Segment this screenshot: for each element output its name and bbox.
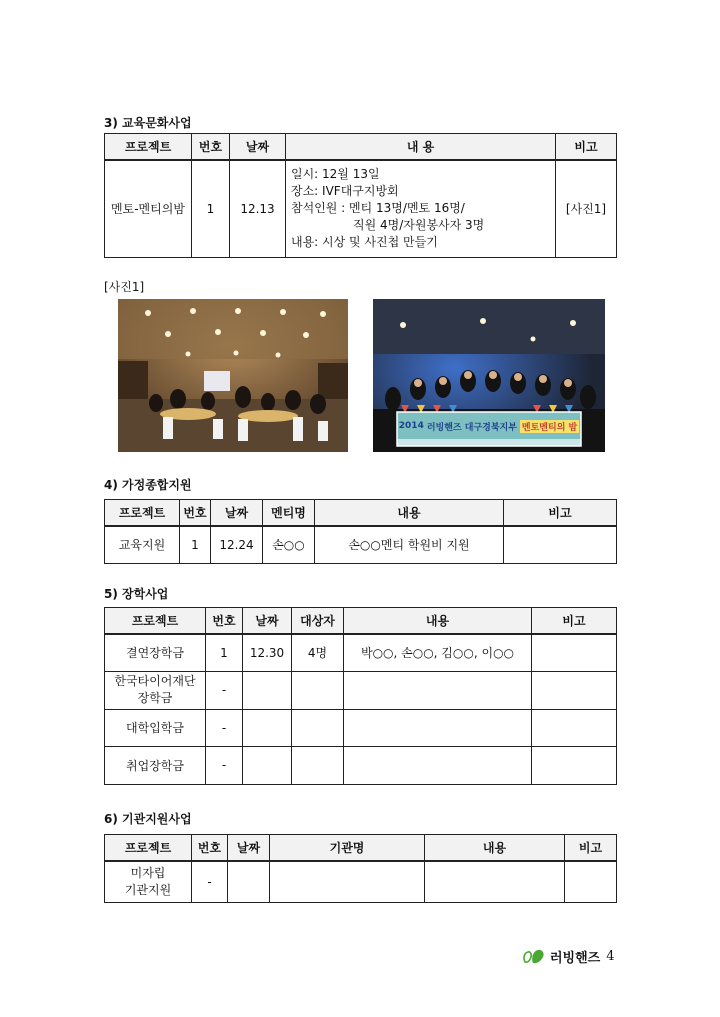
section-title-education: 3) 교육문화사업 [104, 116, 192, 130]
note-cell [565, 861, 617, 902]
education-table [104, 133, 617, 258]
org-cell [270, 861, 425, 902]
table-row [105, 160, 617, 257]
section-title-scholarship: 5) 장학사업 [104, 587, 169, 601]
table-header-row [105, 608, 617, 635]
scholarship-table [104, 607, 617, 785]
col-header: 번호 [180, 500, 211, 527]
date-cell [243, 709, 292, 746]
col-header: 날짜 [230, 134, 286, 161]
col-header: 내 용 [286, 134, 556, 161]
col-header: 기관명 [270, 835, 425, 862]
col-header: 프로젝트 [105, 134, 192, 161]
date-cell: 12.24 [211, 526, 263, 563]
note-cell: [사진1] [556, 160, 617, 257]
content-cell: 박○○, 손○○, 김○○, 이○○ [344, 634, 532, 671]
col-header: 비고 [565, 835, 617, 862]
content-cell [344, 746, 532, 784]
content-cell [425, 861, 565, 902]
target-cell [292, 746, 344, 784]
number-cell: - [192, 861, 228, 902]
hands-logo-icon [522, 946, 546, 966]
content-line: 직원 4명/자원봉사자 3명 [353, 218, 485, 233]
col-header: 비고 [556, 134, 617, 161]
col-header: 날짜 [243, 608, 292, 635]
col-header: 대상자 [292, 608, 344, 635]
note-cell [532, 671, 617, 709]
number-cell: 1 [206, 634, 243, 671]
col-header: 비고 [504, 500, 617, 527]
number-cell: - [206, 746, 243, 784]
footer [522, 946, 615, 966]
table-row [105, 634, 617, 671]
content-line: 장소: IVF대구지방회 [291, 184, 399, 199]
table-header-row [105, 835, 617, 862]
col-header: 날짜 [228, 835, 270, 862]
footer-brand: 러빙핸즈 [550, 950, 601, 966]
note-cell [532, 709, 617, 746]
project-cell [105, 861, 192, 902]
banner-year: 2014 [398, 421, 424, 431]
section-title-institution-support: 6) 기관지원사업 [104, 812, 192, 826]
col-header: 번호 [206, 608, 243, 635]
date-cell [228, 861, 270, 902]
target-cell [292, 671, 344, 709]
content-cell [344, 671, 532, 709]
group-photo [373, 299, 605, 452]
col-header: 프로젝트 [105, 608, 206, 635]
table-row [105, 671, 617, 709]
date-cell [243, 671, 292, 709]
banner-highlight: 멘토멘티의 밤 [520, 420, 579, 433]
project-cell: 멘토-멘티의밤 [105, 160, 192, 257]
mentee-cell: 손○○ [263, 526, 315, 563]
content-line: 일시: 12월 13일 [291, 167, 380, 182]
number-cell: - [206, 709, 243, 746]
table-row [105, 709, 617, 746]
family-support-table [104, 499, 617, 564]
date-cell [243, 746, 292, 784]
project-line: 기관지원 [124, 882, 172, 897]
col-header: 멘티명 [263, 500, 315, 527]
col-header: 내용 [344, 608, 532, 635]
number-cell: 1 [192, 160, 230, 257]
col-header: 번호 [192, 134, 230, 161]
event-hall-photo [118, 299, 348, 452]
banner-text: 러빙핸즈 대구경북지부 [426, 422, 517, 433]
page-number: 4 [606, 948, 615, 964]
note-cell [532, 634, 617, 671]
col-header: 날짜 [211, 500, 263, 527]
date-cell: 12.30 [243, 634, 292, 671]
project-line: 미자립 [130, 865, 166, 880]
col-header: 내용 [315, 500, 504, 527]
target-cell: 4명 [292, 634, 344, 671]
col-header: 프로젝트 [105, 500, 180, 527]
note-cell [504, 526, 617, 563]
content-cell [344, 709, 532, 746]
project-line: 장학금 [137, 691, 173, 705]
table-row [105, 861, 617, 902]
project-cell [105, 671, 206, 709]
number-cell: - [206, 671, 243, 709]
target-cell [292, 709, 344, 746]
date-cell: 12.13 [230, 160, 286, 257]
col-header: 프로젝트 [105, 835, 192, 862]
content-cell: 손○○멘티 학원비 지원 [315, 526, 504, 563]
col-header: 내용 [425, 835, 565, 862]
content-cell [286, 160, 556, 257]
note-cell [532, 746, 617, 784]
content-line: 내용: 시상 및 사진첩 만들기 [291, 235, 438, 250]
table-row [105, 526, 617, 563]
project-cell: 교육지원 [105, 526, 180, 563]
table-row [105, 746, 617, 784]
project-cell: 대학입학금 [105, 709, 206, 746]
section-title-family-support: 4) 가정종합지원 [104, 478, 192, 492]
table-header-row [105, 134, 617, 161]
project-line: 한국타이어재단 [114, 674, 196, 688]
photo-caption: [사진1] [104, 280, 145, 294]
project-cell: 결연장학금 [105, 634, 206, 671]
number-cell: 1 [180, 526, 211, 563]
col-header: 번호 [192, 835, 228, 862]
institution-support-table [104, 834, 617, 903]
table-header-row [105, 500, 617, 527]
event-hall-image [118, 299, 348, 452]
project-cell: 취업장학금 [105, 746, 206, 784]
col-header: 비고 [532, 608, 617, 635]
content-line: 참석인원 : 멘티 13명/멘토 16명/ [291, 201, 465, 216]
